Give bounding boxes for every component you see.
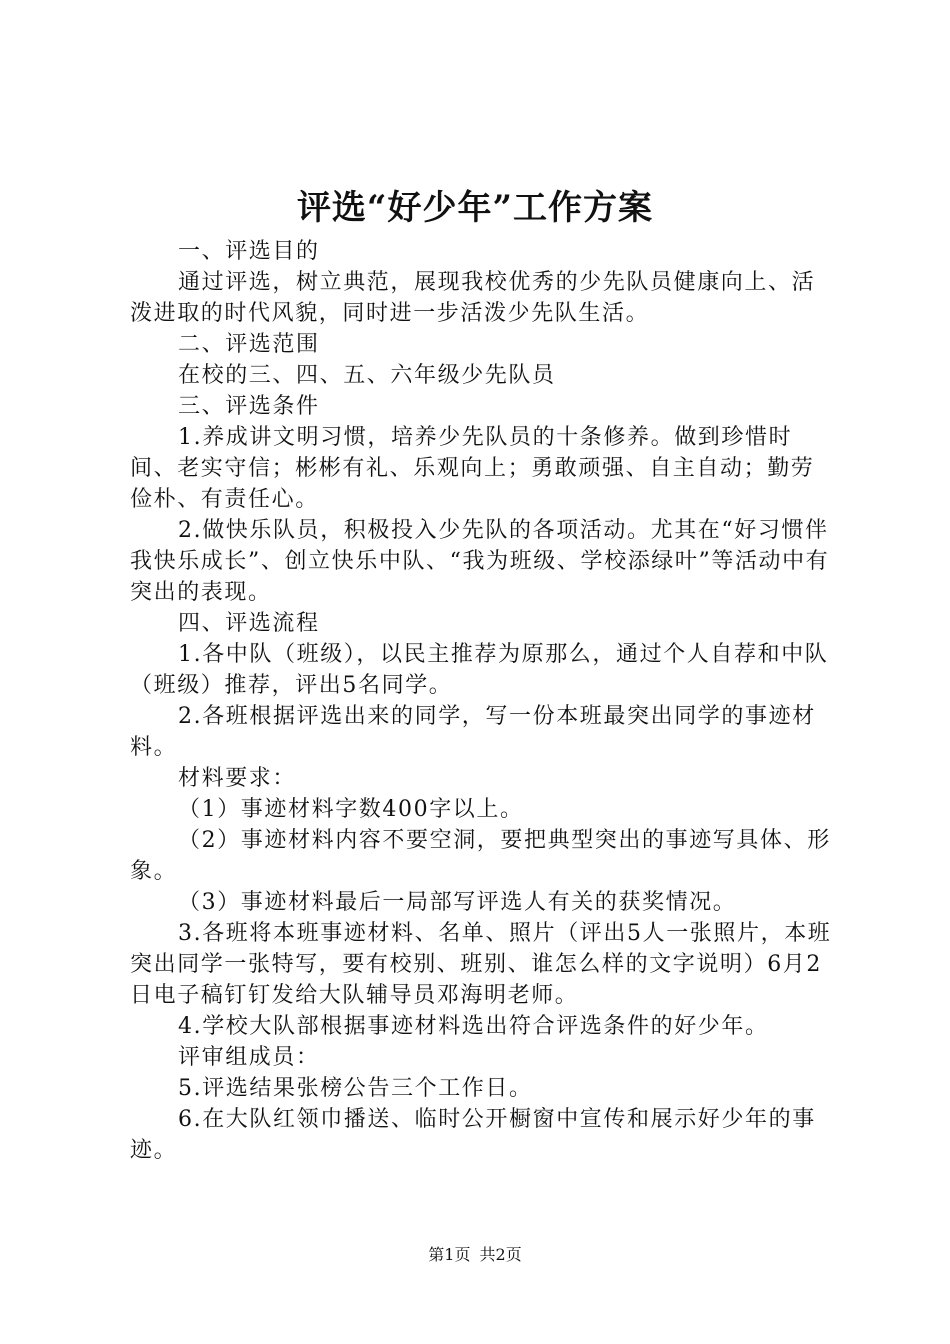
section-heading: 一、评选目的 [178,239,320,264]
paragraph: 在校的三、四、五、六年级少先队员 [178,363,556,388]
list-item: 3.各班将本班事迹材料、名单、照片（评出5人一张照片，本班突出同学一张特写，要有校别、班别、谁怎么样的文字说明）6月2日电子稿钉钉发给大队辅导员邓海明老师。 [130,921,832,1008]
list-item: （3）事迹材料最后一局部写评选人有关的获奖情况。 [178,890,737,915]
list-item: 2.各班根据评选出来的同学，写一份本班最突出同学的事迹材料。 [130,704,816,760]
page-footer [0,1245,950,1265]
document-title: 评选“好少年”工作方案 [296,188,654,228]
list-item: 4.学校大队部根据事迹材料选出符合评选条件的好少年。 [178,1014,769,1039]
list-item: 1.各中队（班级），以民主推荐为原那么，通过个人自荐和中队（班级）推荐，评出5名同学。 [130,642,829,698]
list-item: （1）事迹材料字数400字以上。 [178,797,524,822]
document-body [130,236,835,1166]
list-item: 2.做快乐队员，积极投入少先队的各项活动。尤其在“好习惯伴我快乐成长”、创立快乐中队、“我为班级、学校添绿叶”等活动中有突出的表现。 [130,518,830,605]
page-number: 第1页 [428,1245,471,1264]
section-heading: 二、评选范围 [178,332,320,357]
paragraph: 通过评选，树立典范，展现我校优秀的少先队员健康向上、活泼进取的时代风貌，同时进一步活泼少先队生活。 [130,270,816,326]
paragraph: 评审组成员： [178,1045,320,1070]
list-item: （2）事迹材料内容不要空洞，要把典型突出的事迹写具体、形象。 [130,828,831,884]
list-item: 6.在大队红领巾播送、临时公开橱窗中宣传和展示好少年的事迹。 [130,1107,816,1163]
section-heading: 三、评选条件 [178,394,320,419]
page-total: 共2页 [479,1245,522,1264]
paragraph: 材料要求： [178,766,297,791]
list-item: 1.养成讲文明习惯，培养少先队员的十条修养。做到珍惜时间、老实守信；彬彬有礼、乐观向上；勇敢顽强、自主自动；勤劳俭朴、有责任心。 [130,425,815,512]
list-item: 5.评选结果张榜公告三个工作日。 [178,1076,533,1101]
section-heading: 四、评选流程 [178,611,320,636]
